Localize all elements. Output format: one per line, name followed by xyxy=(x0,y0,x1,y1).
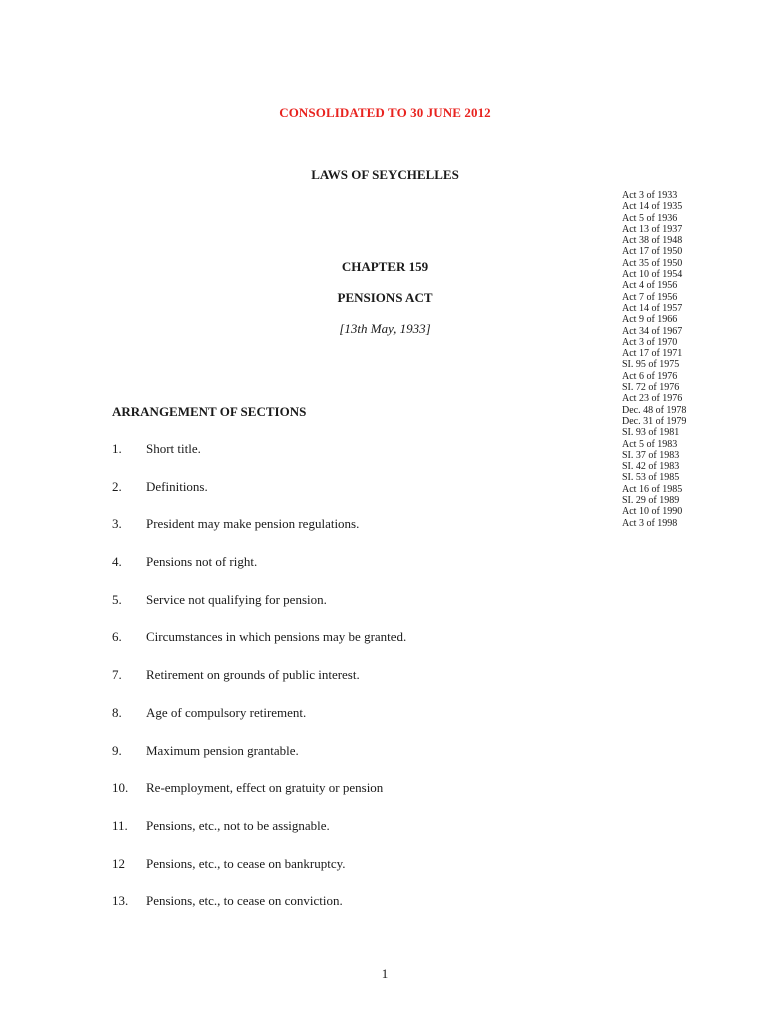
chapter-heading: CHAPTER 159 xyxy=(341,259,429,274)
arrangement-heading: ARRANGEMENT OF SECTIONS xyxy=(112,404,307,419)
amendment-item: SI. 42 of 1983 xyxy=(622,461,680,473)
section-item xyxy=(112,554,592,592)
section-item xyxy=(112,479,592,517)
amendment-item: Act 5 of 1936 xyxy=(622,212,678,224)
section-item xyxy=(112,818,592,856)
laws-heading: LAWS OF SEYCHELLES xyxy=(311,167,459,182)
section-item xyxy=(112,893,592,931)
section-title: Retirement on grounds of public interest. xyxy=(146,667,360,683)
section-number: 8. xyxy=(112,704,122,720)
amendment-item: Act 14 of 1935 xyxy=(622,201,683,213)
amendment-item: Act 35 of 1950 xyxy=(622,257,683,269)
section-item xyxy=(112,441,592,479)
amendment-item: Act 5 of 1983 xyxy=(622,438,678,450)
act-title: PENSIONS ACT xyxy=(337,290,433,305)
section-number: 10. xyxy=(112,780,129,796)
amendment-item: Act 23 of 1976 xyxy=(622,393,683,405)
section-title: Definitions. xyxy=(146,478,208,494)
section-title: Circumstances in which pensions may be granted. xyxy=(146,629,407,645)
section-number: 7. xyxy=(112,667,122,683)
section-title: Re-employment, effect on gratuity or pension xyxy=(146,780,384,796)
section-item xyxy=(112,592,592,630)
page-number: 1 xyxy=(381,966,389,981)
section-number: 13. xyxy=(112,893,129,909)
amendment-item: Act 34 of 1967 xyxy=(622,325,683,337)
section-number: 6. xyxy=(112,629,122,645)
amendment-item: SI. 29 of 1989 xyxy=(622,495,680,507)
section-title: Pensions not of right. xyxy=(146,554,258,570)
section-item xyxy=(112,705,592,743)
amendment-item: Act 3 of 1970 xyxy=(622,336,678,348)
section-title: Age of compulsory retirement. xyxy=(146,704,307,720)
amendment-item: Act 16 of 1985 xyxy=(622,483,683,495)
amendment-item: SI. 53 of 1985 xyxy=(622,472,680,484)
section-item xyxy=(112,743,592,781)
section-number: 9. xyxy=(112,742,122,758)
section-item xyxy=(112,516,592,554)
section-title: Short title. xyxy=(146,441,201,456)
section-title: President may make pension regulations. xyxy=(146,516,360,532)
section-item xyxy=(112,629,592,667)
section-number: 11. xyxy=(112,817,128,833)
amendment-item: Act 17 of 1971 xyxy=(622,348,683,360)
amendment-item: Act 4 of 1956 xyxy=(622,280,678,292)
amendment-item: Act 10 of 1954 xyxy=(622,269,683,281)
amendment-item: SI. 72 of 1976 xyxy=(622,382,680,394)
amendment-item: Dec. 48 of 1978 xyxy=(622,404,687,416)
amendment-item: SI. 37 of 1983 xyxy=(622,449,680,461)
section-item xyxy=(112,667,592,705)
amendment-item: Act 10 of 1990 xyxy=(622,506,683,518)
amendment-item: Dec. 31 of 1979 xyxy=(622,415,687,427)
section-title: Pensions, etc., not to be assignable. xyxy=(146,817,330,833)
section-title: Pensions, etc., to cease on bankruptcy. xyxy=(146,855,346,871)
amendment-list xyxy=(622,190,762,529)
section-list xyxy=(112,441,592,931)
amendment-item: Act 7 of 1956 xyxy=(622,291,678,303)
amendment-item: Act 6 of 1976 xyxy=(622,370,678,382)
amendment-item: SI. 95 of 1975 xyxy=(622,359,680,371)
amendment-item: Act 17 of 1950 xyxy=(622,246,683,258)
section-number: 3. xyxy=(112,516,122,532)
amendment-item: Act 3 of 1998 xyxy=(622,517,678,529)
amendment-item: Act 14 of 1957 xyxy=(622,302,683,314)
section-number: 4. xyxy=(112,554,122,570)
section-item xyxy=(112,856,592,894)
section-title: Maximum pension grantable. xyxy=(146,742,299,758)
section-number: 2. xyxy=(112,478,122,494)
section-title: Pensions, etc., to cease on conviction. xyxy=(146,893,343,909)
amendment-item: Act 38 of 1948 xyxy=(622,235,683,247)
section-title: Service not qualifying for pension. xyxy=(146,591,327,607)
amendment-item: Act 9 of 1966 xyxy=(622,314,678,326)
amendment-item: SI. 93 of 1981 xyxy=(622,427,680,439)
amendment-item: Act 3 of 1933 xyxy=(622,190,678,201)
section-number: 1. xyxy=(112,441,122,456)
section-number: 12 xyxy=(112,855,125,871)
section-item xyxy=(112,780,592,818)
consolidation-notice: CONSOLIDATED TO 30 JUNE 2012 xyxy=(279,105,491,120)
amendment-item: Act 13 of 1937 xyxy=(622,223,683,235)
enactment-date: [13th May, 1933] xyxy=(339,321,431,336)
section-number: 5. xyxy=(112,591,122,607)
